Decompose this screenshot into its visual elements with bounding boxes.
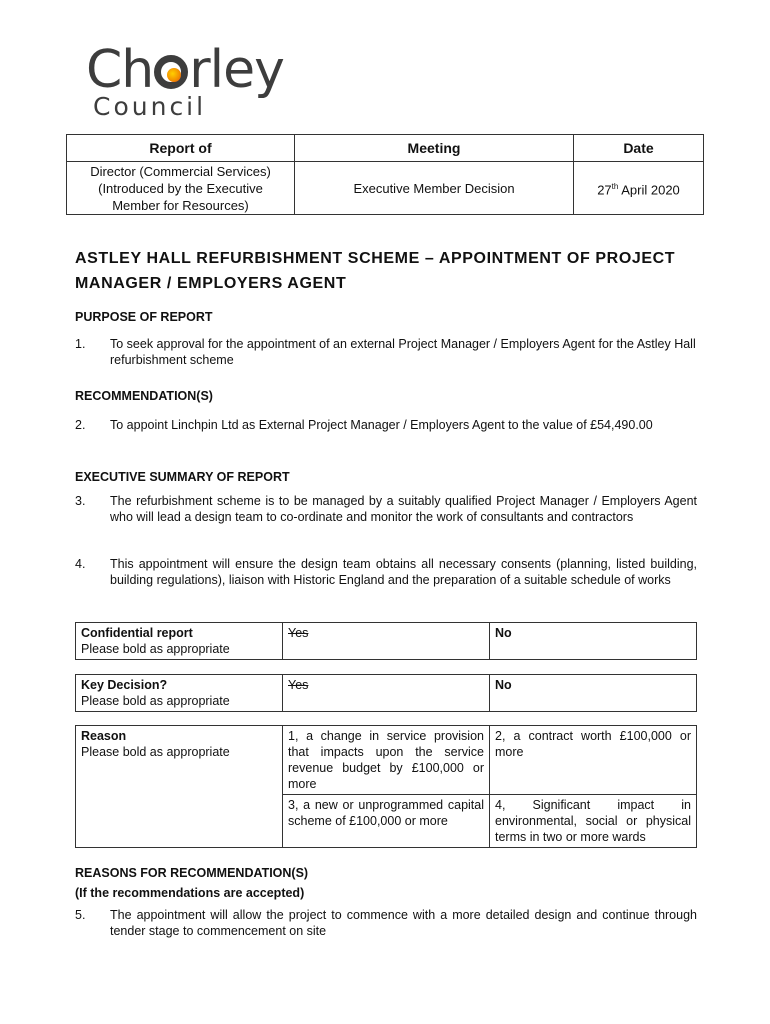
reason-option-3: 3, a new or unprogrammed capital scheme of £100,000 or more bbox=[283, 795, 490, 848]
key-decision-hint: Please bold as appropriate bbox=[81, 694, 230, 708]
report-of-header: Report of bbox=[67, 135, 295, 162]
confidential-label: Confidential report bbox=[81, 626, 193, 640]
meeting-header: Meeting bbox=[295, 135, 574, 162]
summary-heading: EXECUTIVE SUMMARY OF REPORT bbox=[75, 470, 290, 484]
report-header-table bbox=[66, 134, 704, 215]
date-header: Date bbox=[574, 135, 704, 162]
reasons-subheading: (If the recommendations are accepted) bbox=[75, 886, 305, 900]
date-value: 27th April 2020 bbox=[574, 162, 704, 215]
summary-item: 4. This appointment will ensure the design team obtains all necessary consents (planning, listed building, building regulations), liaison with Historic England and the preparation of a suitable schedule of works bbox=[75, 557, 697, 587]
reason-option-1: 1, a change in service provision that impacts upon the service revenue budget by £100,000 or more bbox=[283, 726, 490, 795]
report-title: ASTLEY HALL REFURBISHMENT SCHEME – APPOINTMENT OF PROJECT MANAGER / EMPLOYERS AGENT bbox=[75, 250, 676, 292]
report-of-value: Director (Commercial Services) (Introduced by the Executive Member for Resources) bbox=[67, 162, 295, 215]
confidential-table bbox=[75, 622, 697, 660]
recommendation-paragraph: 2. To appoint Linchpin Ltd as External Project Manager / Employers Agent to the value of £54,490.00 bbox=[75, 418, 653, 432]
reasons-paragraph: 5. The appointment will allow the project to commence with a more detailed design and continue through tender stage to commencement on site bbox=[75, 908, 697, 938]
logo-wordmark: Ch rley bbox=[86, 40, 284, 100]
meeting-value: Executive Member Decision bbox=[295, 162, 574, 215]
key-decision-yes: Yes bbox=[283, 675, 490, 712]
reason-table bbox=[75, 725, 697, 848]
reason-option-2: 2, a contract worth £100,000 or more bbox=[490, 726, 697, 795]
logo-subtitle: Council bbox=[93, 92, 207, 121]
recommendations-heading: RECOMMENDATION(S) bbox=[75, 389, 213, 403]
key-decision-label: Key Decision? bbox=[81, 678, 168, 692]
chorley-council-logo bbox=[86, 40, 286, 120]
reason-hint: Please bold as appropriate bbox=[81, 745, 230, 759]
confidential-no: No bbox=[490, 623, 697, 660]
key-decision-table bbox=[75, 674, 697, 712]
confidential-yes: Yes bbox=[283, 623, 490, 660]
purpose-heading: PURPOSE OF REPORT bbox=[75, 310, 213, 324]
reason-option-4: 4, Significant impact in environmental, social or physical terms in two or more wards bbox=[490, 795, 697, 848]
key-decision-no: No bbox=[490, 675, 697, 712]
purpose-paragraph: 1. To seek approval for the appointment of an external Project Manager / Employers Agent for the Astley Hall refurbishment scheme bbox=[75, 337, 696, 367]
reason-label: Reason bbox=[81, 729, 127, 743]
logo-o-icon bbox=[154, 55, 188, 89]
reasons-heading: REASONS FOR RECOMMENDATION(S) bbox=[75, 866, 309, 880]
confidential-hint: Please bold as appropriate bbox=[81, 642, 230, 656]
summary-item: 3. The refurbishment scheme is to be managed by a suitably qualified Project Manager / Employers Agent who will lead a design team to co-ordinate and monitor the work of consultants and contractors bbox=[75, 494, 697, 524]
